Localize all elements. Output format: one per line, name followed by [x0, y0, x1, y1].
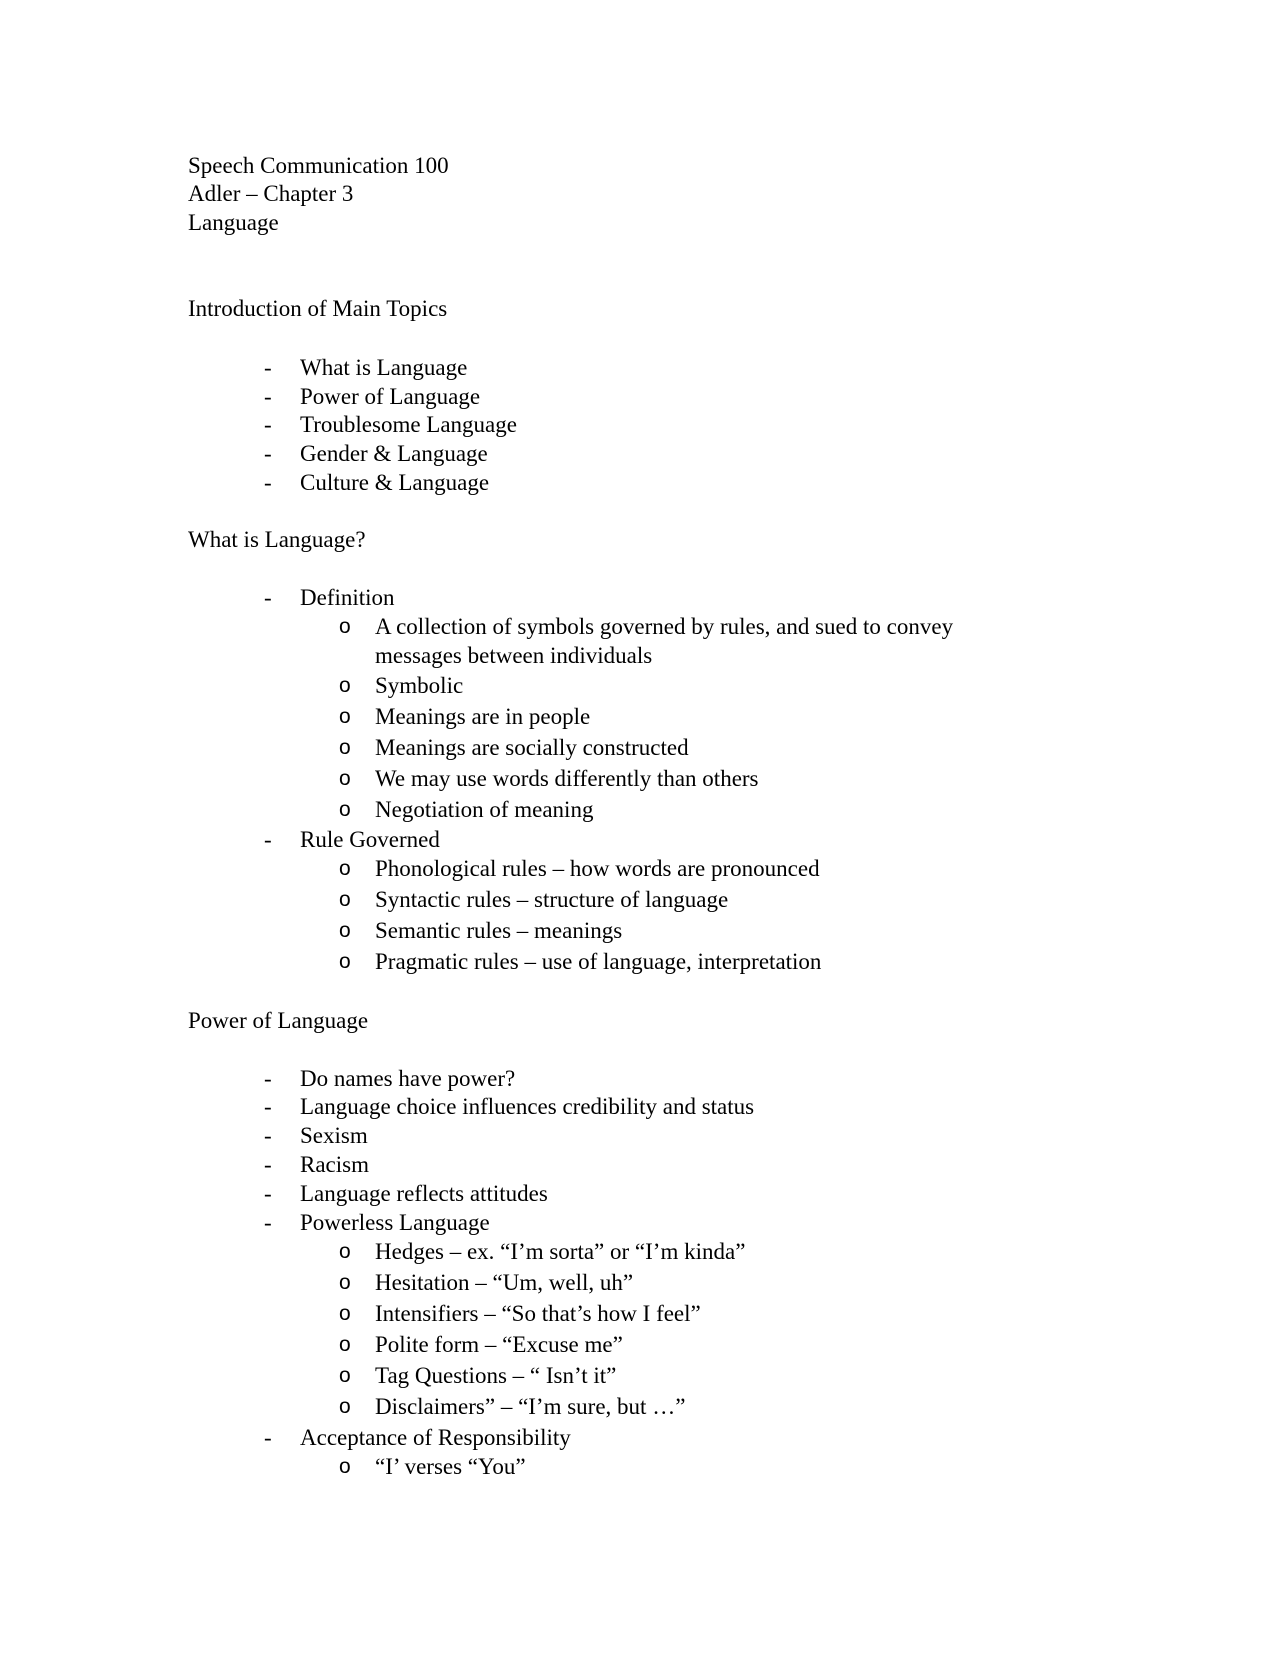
- circle-bullet: o: [339, 767, 351, 790]
- chapter-title: Adler – Chapter 3: [188, 181, 354, 206]
- definition-subitem: A collection of symbols governed by rules, and sued to convey: [375, 614, 954, 639]
- circle-bullet: o: [339, 798, 351, 821]
- definition-subitem: Negotiation of meaning: [375, 797, 594, 822]
- power-item: Language choice influences credibility and status: [300, 1094, 755, 1119]
- definition-subitem: messages between individuals: [375, 643, 653, 668]
- circle-bullet: o: [339, 888, 351, 911]
- circle-bullet: o: [339, 1455, 351, 1478]
- rule-governed-label: Rule Governed: [300, 827, 440, 852]
- power-item: Powerless Language: [300, 1210, 490, 1235]
- circle-bullet: o: [339, 1271, 351, 1294]
- dash-bullet: -: [264, 1152, 272, 1177]
- powerless-subitem: Polite form – “Excuse me”: [375, 1332, 623, 1357]
- circle-bullet: o: [339, 1364, 351, 1387]
- definition-subitem: Symbolic: [375, 673, 464, 698]
- rule-subitem: Semantic rules – meanings: [375, 918, 623, 943]
- power-item: Sexism: [300, 1123, 368, 1148]
- definition-subitem: Meanings are socially constructed: [375, 735, 689, 760]
- acceptance-label: Acceptance of Responsibility: [300, 1425, 571, 1450]
- circle-bullet: o: [339, 736, 351, 759]
- intro-item: Culture & Language: [300, 470, 490, 495]
- topic-title: Language: [188, 210, 279, 235]
- acceptance-subitem: “I’ verses “You”: [375, 1454, 526, 1479]
- power-heading: Power of Language: [188, 1008, 369, 1033]
- dash-bullet: -: [264, 827, 272, 852]
- intro-item: What is Language: [300, 355, 468, 380]
- intro-item: Gender & Language: [300, 441, 488, 466]
- powerless-subitem: Disclaimers” – “I’m sure, but …”: [375, 1394, 686, 1419]
- circle-bullet: o: [339, 615, 351, 638]
- intro-item: Troublesome Language: [300, 412, 517, 437]
- circle-bullet: o: [339, 674, 351, 697]
- intro-heading: Introduction of Main Topics: [188, 296, 448, 321]
- dash-bullet: -: [264, 585, 272, 610]
- rule-subitem: Syntactic rules – structure of language: [375, 887, 729, 912]
- dash-bullet: -: [264, 441, 272, 466]
- what-is-heading: What is Language?: [188, 527, 366, 552]
- powerless-subitem: Hedges – ex. “I’m sorta” or “I’m kinda”: [375, 1239, 746, 1264]
- dash-bullet: -: [264, 1425, 272, 1450]
- power-item: Language reflects attitudes: [300, 1181, 548, 1206]
- circle-bullet: o: [339, 950, 351, 973]
- dash-bullet: -: [264, 1066, 272, 1091]
- circle-bullet: o: [339, 1240, 351, 1263]
- dash-bullet: -: [264, 1094, 272, 1119]
- dash-bullet: -: [264, 1210, 272, 1235]
- intro-item: Power of Language: [300, 384, 481, 409]
- circle-bullet: o: [339, 1302, 351, 1325]
- circle-bullet: o: [339, 1333, 351, 1356]
- definition-subitem: Meanings are in people: [375, 704, 591, 729]
- dash-bullet: -: [264, 384, 272, 409]
- powerless-subitem: Hesitation – “Um, well, uh”: [375, 1270, 634, 1295]
- circle-bullet: o: [339, 705, 351, 728]
- circle-bullet: o: [339, 1395, 351, 1418]
- dash-bullet: -: [264, 1123, 272, 1148]
- power-item: Racism: [300, 1152, 369, 1177]
- definition-subitem: We may use words differently than others: [375, 766, 759, 791]
- dash-bullet: -: [264, 412, 272, 437]
- powerless-subitem: Tag Questions – “ Isn’t it”: [375, 1363, 617, 1388]
- rule-subitem: Pragmatic rules – use of language, interpretation: [375, 949, 822, 974]
- dash-bullet: -: [264, 470, 272, 495]
- powerless-subitem: Intensifiers – “So that’s how I feel”: [375, 1301, 701, 1326]
- circle-bullet: o: [339, 857, 351, 880]
- rule-subitem: Phonological rules – how words are pronounced: [375, 856, 820, 881]
- definition-label: Definition: [300, 585, 395, 610]
- dash-bullet: -: [264, 1181, 272, 1206]
- course-title: Speech Communication 100: [188, 153, 449, 178]
- dash-bullet: -: [264, 355, 272, 380]
- circle-bullet: o: [339, 919, 351, 942]
- power-item: Do names have power?: [300, 1066, 516, 1091]
